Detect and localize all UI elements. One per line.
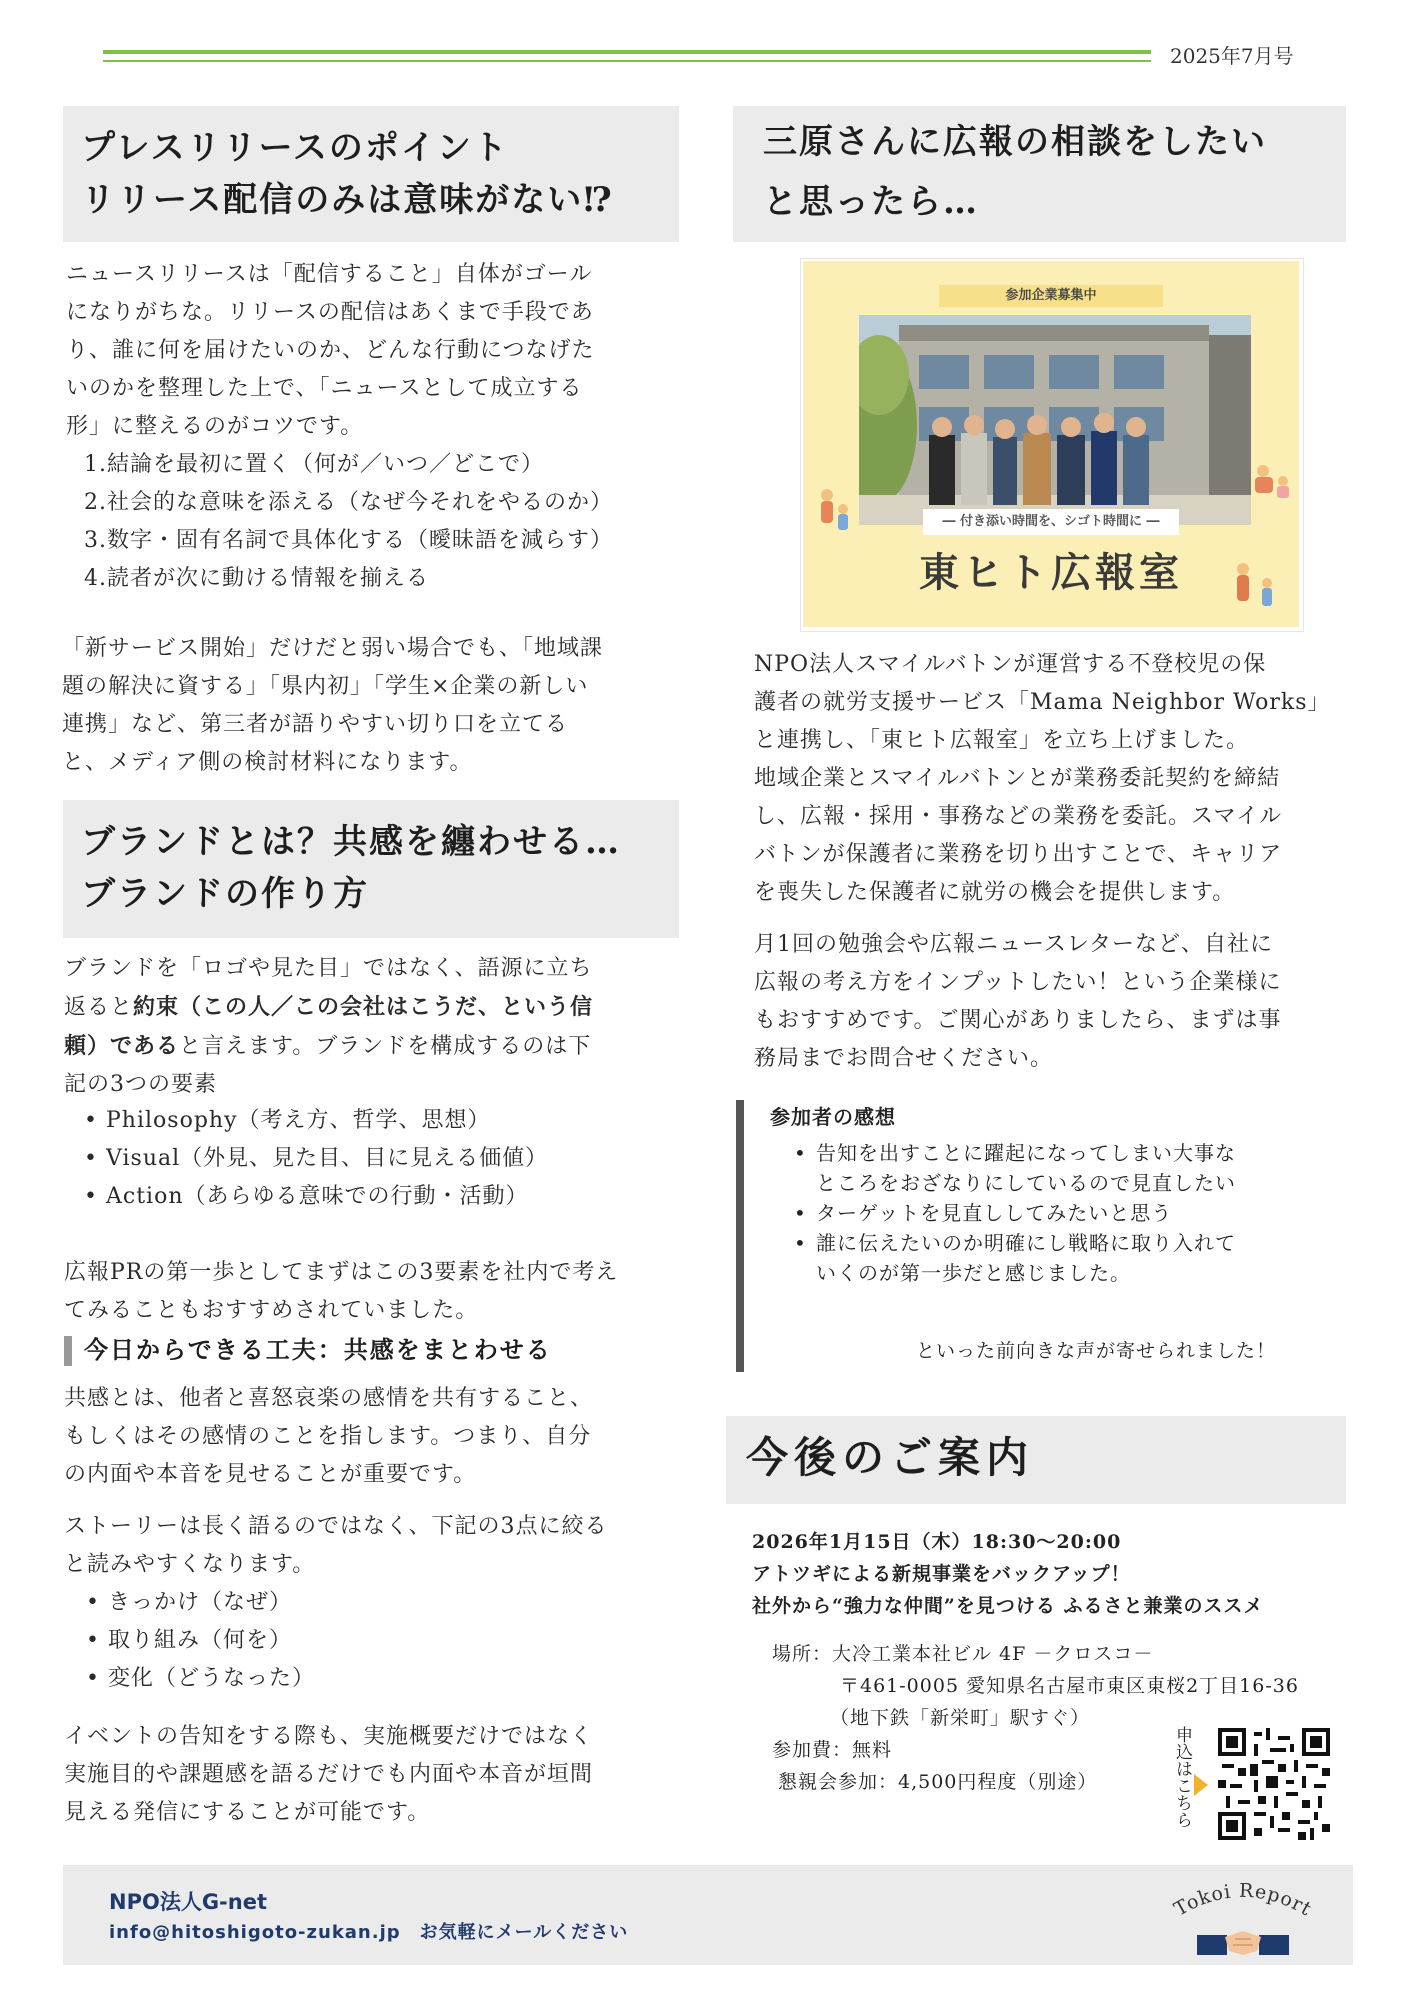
text-line: と読みやすくなります。 — [64, 1552, 316, 1577]
text-line: 題の解決に資する」「県内初」「学生×企業の新しい — [62, 674, 589, 699]
text-line: 形」に整えるのがコツです。 — [66, 414, 364, 439]
header-rule — [103, 50, 1151, 54]
text-line: 連携」など、第三者が語りやすい切り口を立てる — [62, 712, 569, 737]
quote-item — [816, 1198, 1236, 1228]
quote-item — [816, 1138, 1236, 1198]
text-line: もしくはその感情のことを指します。つまり、自分 — [64, 1424, 592, 1449]
quote-closing: といった前向きな声が寄せられました！ — [916, 1340, 1277, 1362]
promo-image — [800, 258, 1304, 632]
logo-text: Tokoi Report — [1170, 1879, 1316, 1921]
event-address: 〒461-0005 愛知県名古屋市東区東桜2丁目16-36 — [840, 1675, 1299, 1697]
list-item: • Philosophy（考え方、哲学、思想） — [106, 1102, 548, 1140]
quote-item — [816, 1228, 1236, 1288]
heading-line-1: ブランドとは？共感を纏わせる… — [81, 822, 621, 862]
promo-name: 東ヒト広報室 — [919, 550, 1183, 596]
event-date: 2026年1月15日（木）18:30～20:00 — [752, 1531, 1122, 1553]
event-access: （地下鉄「新栄町」駅すぐ） — [830, 1707, 1091, 1729]
text-line: り、誰に何を届けたいのか、どんな行動につなげた — [66, 338, 595, 363]
brand-paragraph-2 — [64, 1254, 618, 1330]
list-item: • Visual（外見、見た目、目に見える価値） — [106, 1140, 548, 1178]
promo-background — [803, 261, 1299, 627]
section-heading-press-release — [63, 106, 679, 242]
text-line: と連携し、「東ヒト広報室」を立ち上げました。 — [754, 728, 1250, 753]
heading-line-2: と思ったら… — [763, 182, 979, 222]
heading-line-1: プレスリリースのポイント — [81, 128, 509, 168]
text-line: 見える発信にすることが可能です。 — [64, 1800, 431, 1825]
quote-list — [816, 1138, 1236, 1288]
list-item: • 取り組み（何を） — [108, 1622, 315, 1660]
list-item: 2.社会的な意味を添える（なぜ今それをやるのか） — [84, 490, 613, 515]
text-line: てみることもおすすめされていました。 — [64, 1298, 479, 1323]
section-heading-upcoming — [726, 1416, 1346, 1504]
text-line: • 告知を出すことに躍起になってしまい大事な — [816, 1141, 1236, 1165]
list-item: 4.読者が次に動ける情報を揃える — [84, 566, 429, 591]
event-info — [752, 1526, 1263, 1622]
list-item: • 変化（どうなった） — [108, 1660, 315, 1698]
story-paragraph — [64, 1508, 608, 1584]
tokoi-report-logo — [1143, 1875, 1343, 1963]
text-line: 「新サービス開始」だけだと弱い場合でも、「地域課 — [62, 636, 604, 661]
photo-illustration — [859, 315, 1251, 525]
illustration-people-icon — [1227, 561, 1287, 617]
section-heading-consult — [733, 106, 1346, 242]
text-span: と言えます。ブランドを構成するのは下 — [179, 1034, 592, 1059]
text-line: 実施目的や課題感を語るだけでも内面や本音が垣間 — [64, 1762, 594, 1787]
text-span: 返ると — [64, 995, 134, 1020]
event-place: 場所：大冷工業本社ビル 4F －クロスコ－ — [772, 1643, 1154, 1665]
qr-code[interactable] — [1218, 1728, 1330, 1840]
text-line: ブランドを「ロゴや見た目」ではなく、語源に立ち — [64, 956, 593, 981]
event-title-2: 社外から“強力な仲間”を見つける ふるさと兼業のススメ — [752, 1595, 1264, 1617]
subheading-bar — [64, 1336, 72, 1366]
press-release-paragraph-2 — [62, 630, 603, 782]
event-party: 懇親会参加：4,500円程度（別途） — [778, 1771, 1098, 1793]
consult-paragraph-2 — [754, 926, 1354, 1078]
text-line: いくのが第一歩だと感じました。 — [816, 1261, 1131, 1285]
text-line: ニュースリリースは「配信すること」自体がゴール — [66, 262, 593, 287]
quote-bar — [736, 1100, 744, 1372]
apply-label: 申込はこちら — [1172, 1726, 1192, 1828]
heading-line-1: 今後のご案内 — [746, 1433, 1035, 1482]
promo-tag: 参加企業募集中 — [939, 285, 1163, 307]
footer-org: NPO法人G-net — [109, 1890, 268, 1914]
footer-contact[interactable]: info@hitoshigoto-zukan.jp お気軽にメールください — [109, 1922, 629, 1943]
list-item: • Action（あらゆる意味での行動・活動） — [106, 1178, 548, 1216]
text-line: 務局までお問合せください。 — [754, 1046, 1054, 1071]
text-line: になりがちな。リリースの配信はあくまで手段であ — [66, 300, 594, 325]
list-item: • きっかけ（なぜ） — [108, 1584, 315, 1622]
heading-line-2: リリース配信のみは意味がない⁉ — [81, 180, 615, 220]
text-line: NPO法人スマイルバトンが運営する不登校児の保 — [754, 652, 1267, 677]
empathy-paragraph — [64, 1380, 593, 1494]
story-list — [108, 1584, 315, 1698]
text-line: もおすすめです。ご関心がありましたら、まずは事 — [754, 1008, 1282, 1033]
quote-heading: 参加者の感想 — [770, 1105, 896, 1129]
event-fee: 参加費：無料 — [772, 1739, 893, 1761]
handshake-icon — [1197, 1931, 1289, 1955]
text-line: いのかを整理した上で、「ニュースとして成立する — [66, 376, 583, 401]
text-line: と、メディア側の検討材料になります。 — [62, 750, 473, 775]
text-line: 地域企業とスマイルバトンとが業務委託契約を締結 — [754, 766, 1281, 791]
header-rule-thin — [103, 60, 1151, 62]
press-release-paragraph — [66, 256, 686, 446]
press-release-list — [84, 446, 613, 598]
brand-elements-list — [106, 1102, 548, 1216]
text-line: ところをおざなりにしているので見直したい — [816, 1171, 1236, 1195]
brand-paragraph — [64, 950, 684, 1104]
footer — [63, 1865, 1353, 1965]
text-line: イベントの告知をする際も、実施概要だけではなく — [64, 1724, 594, 1749]
text-line: ストーリーは長く語るのではなく、下記の3点に絞る — [64, 1514, 608, 1539]
emphasis-text: 約束（この人／この会社はこうだ、という信 — [133, 994, 594, 1020]
text-line: • 誰に伝えたいのか明確にし戦略に取り入れて — [816, 1231, 1236, 1255]
text-line — [64, 988, 684, 1027]
text-line: 月1回の勉強会や広報ニュースレターなど、自社に — [754, 932, 1274, 957]
heading-line-2: ブランドの作り方 — [81, 874, 369, 914]
heading-line-1: 三原さんに広報の相談をしたい — [763, 122, 1267, 162]
text-line: 記の3つの要素 — [64, 1072, 217, 1097]
section-heading-brand — [63, 800, 679, 938]
event-tip-paragraph — [64, 1718, 593, 1832]
event-title-1: アトツギによる新規事業をバックアップ！ — [752, 1563, 1131, 1585]
text-line: を喪失した保護者に就労の機会を提供します。 — [754, 880, 1236, 905]
text-line — [64, 1027, 684, 1066]
text-line: • ターゲットを見直ししてみたいと思う — [816, 1201, 1173, 1225]
group-photo — [859, 315, 1251, 525]
issue-date: 2025年7月号 — [1170, 44, 1294, 68]
subheading-empathy: 今日からできる工夫：共感をまとわせる — [84, 1335, 552, 1364]
text-line: の内面や本音を見せることが重要です。 — [64, 1462, 477, 1487]
text-line: 護者の就労支援サービス「Mama Neighbor Works」 — [754, 690, 1331, 715]
arrow-right-icon — [1194, 1774, 1208, 1796]
text-line: バトンが保護者に業務を切り出すことで、キャリア — [754, 842, 1283, 867]
consult-paragraph — [754, 646, 1354, 912]
text-line: し、広報・採用・事務などの業務を委託。スマイル — [754, 804, 1283, 829]
illustration-people-icon — [813, 487, 853, 547]
list-item: 3.数字・固有名詞で具体化する（曖昧語を減らす） — [84, 528, 613, 553]
emphasis-text: 頼）である — [64, 1033, 180, 1059]
svg-text:Tokoi Report — [1171, 1880, 1316, 1921]
text-line: 共感とは、他者と喜怒哀楽の感情を共有すること、 — [64, 1386, 594, 1411]
text-line: 広報PRの第一歩としてまずはこの3要素を社内で考え — [64, 1260, 619, 1285]
illustration-people-icon — [1249, 461, 1295, 511]
list-item: 1.結論を最初に置く（何が／いつ／どこで） — [84, 452, 544, 477]
promo-tagline: ― 付き添い時間を、シゴト時間に ― — [923, 509, 1179, 535]
text-line: 広報の考え方をインプットしたい！という企業様に — [754, 970, 1282, 995]
